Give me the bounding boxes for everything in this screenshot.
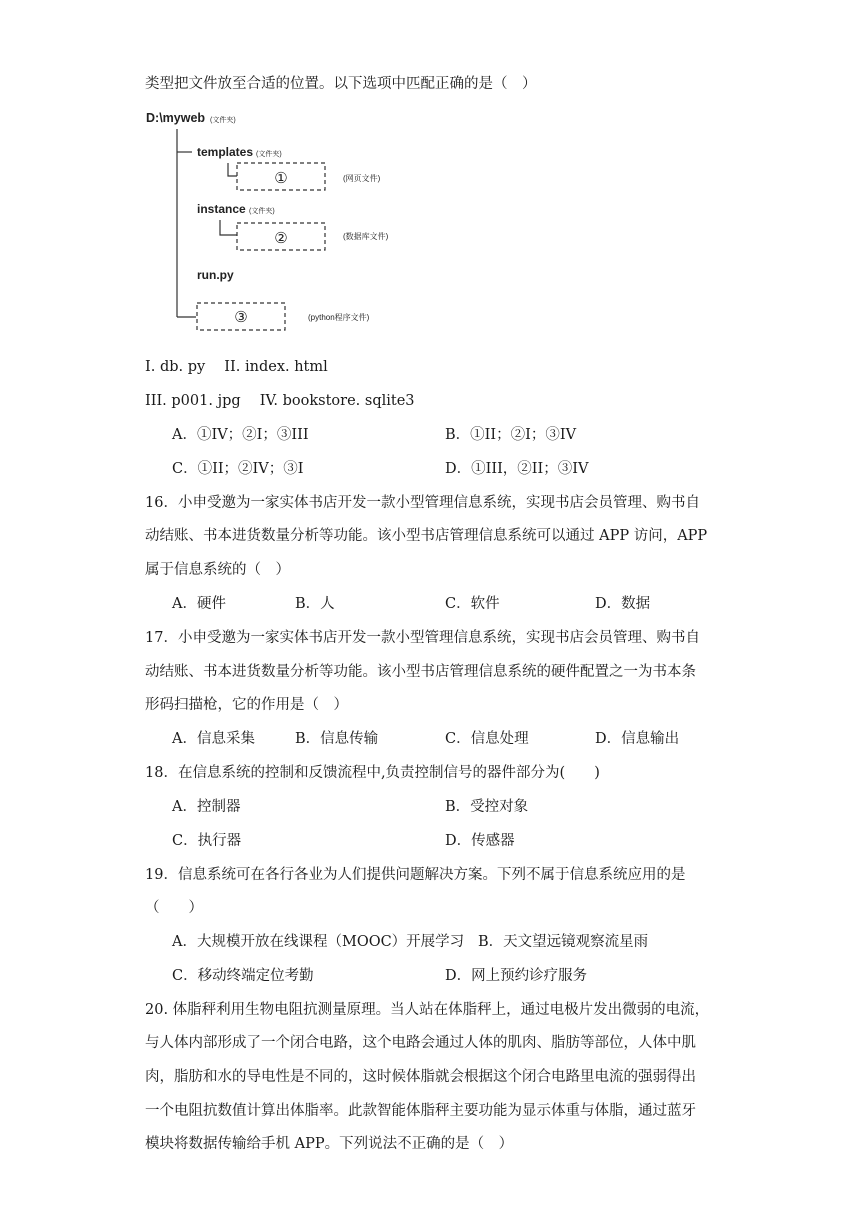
folder-structure-diagram (140, 105, 440, 345)
q17-option-b: B．信息传输 (295, 731, 379, 747)
q15-items-line-2: III. p001. jpg IV. bookstore. sqlite3 (145, 393, 415, 409)
blank-box-3-tag: (python程序文件) (308, 313, 370, 322)
q18-option-c: C．执行器 (172, 833, 242, 849)
q19-stem-line-1: 19．信息系统可在各行各业为人们提供问题解决方案。下列不属于信息系统应用的是 (145, 867, 686, 883)
q18-option-a: A．控制器 (172, 799, 241, 815)
q20-stem-line-4: 一个电阻抗数值计算出体脂率。此款智能体脂秤主要功能为显示体重与体脂，通过蓝牙 (145, 1103, 696, 1119)
run-py-label: run.py (197, 268, 234, 282)
instance-branch-line (220, 220, 237, 235)
blank-box-1-label: ① (274, 170, 288, 187)
q17-stem-line-2: 动结账、书本进货数量分析等功能。该小型书店管理信息系统的硬件配置之一为书本条 (145, 664, 696, 680)
q17-option-d: D．信息输出 (595, 731, 680, 747)
q15-option-c: C．①II；②IV；③I (172, 461, 304, 477)
q19-option-a: A．大规模开放在线课程（MOOC）开展学习 (172, 934, 465, 950)
q15-option-d: D．①III，②II；③IV (445, 461, 589, 477)
q16-option-d: D．数据 (595, 596, 651, 612)
instance-folder-label: instance (197, 202, 246, 216)
q17-option-c: C．信息处理 (445, 731, 529, 747)
q16-option-a: A．硬件 (172, 596, 226, 612)
q18-option-b: B．受控对象 (445, 799, 529, 815)
root-folder-tag: (文件夹) (210, 117, 236, 124)
q19-stem-line-2: （ ） (145, 900, 203, 916)
q20-stem-line-5: 模块将数据传输给手机 APP。下列说法不正确的是（ ） (145, 1136, 514, 1152)
q20-stem-line-3: 肉，脂肪和水的导电性是不同的，这时候体脂就会根据这个闭合电路里电流的强弱得出 (145, 1069, 696, 1085)
blank-box-2-label: ② (274, 230, 288, 247)
q20-stem-line-2: 与人体内部形成了一个闭合电路，这个电路会通过人体的肌肉、脂肪等部位，人体中肌 (145, 1035, 696, 1051)
blank-box-1-tag: (网页文件) (343, 174, 381, 183)
q17-stem-line-3: 形码扫描枪，它的作用是（ ） (145, 697, 348, 713)
q17-stem-line-1: 17．小申受邀为一家实体书店开发一款小型管理信息系统，实现书店会员管理、购书自 (145, 630, 700, 646)
q16-stem-line-2: 动结账、书本进货数量分析等功能。该小型书店管理信息系统可以通过 APP 访问，APP (145, 528, 708, 544)
q15-option-b: B．①II；②I；③IV (445, 427, 577, 443)
q15-stem-tail: 类型把文件放至合适的位置。以下选项中匹配正确的是（ ） (145, 76, 537, 92)
blank-box-2-tag: (数据库文件) (343, 232, 389, 241)
q16-option-b: B．人 (295, 596, 335, 612)
q18-stem-line-1: 18．在信息系统的控制和反馈流程中,负责控制信号的器件部分为( ) (145, 765, 600, 781)
q15-items-line-1: I. db. py II. index. html (145, 359, 328, 375)
q15-option-a: A．①IV；②I；③III (172, 427, 309, 443)
q19-option-d: D．网上预约诊疗服务 (445, 968, 588, 984)
q16-stem-line-3: 属于信息系统的（ ） (145, 562, 290, 578)
blank-box-3-label: ③ (234, 309, 248, 326)
root-folder-label: D:\myweb (146, 111, 206, 125)
instance-folder-tag: (文件夹) (249, 208, 275, 215)
templates-folder-label: templates (197, 145, 254, 159)
q16-option-c: C．软件 (445, 596, 500, 612)
q18-option-d: D．传感器 (445, 833, 515, 849)
q20-stem-line-1: 20. 体脂秤利用生物电阻抗测量原理。当人站在体脂秤上，通过电极片发出微弱的电流， (145, 1002, 710, 1018)
q16-stem-line-1: 16．小申受邀为一家实体书店开发一款小型管理信息系统，实现书店会员管理、购书自 (145, 495, 700, 511)
q19-option-b: B．天文望远镜观察流星雨 (478, 934, 649, 950)
q17-option-a: A．信息采集 (172, 731, 255, 747)
templates-branch-line (228, 163, 237, 176)
templates-folder-tag: (文件夹) (256, 151, 282, 158)
q19-option-c: C．移动终端定位考勤 (172, 968, 314, 984)
